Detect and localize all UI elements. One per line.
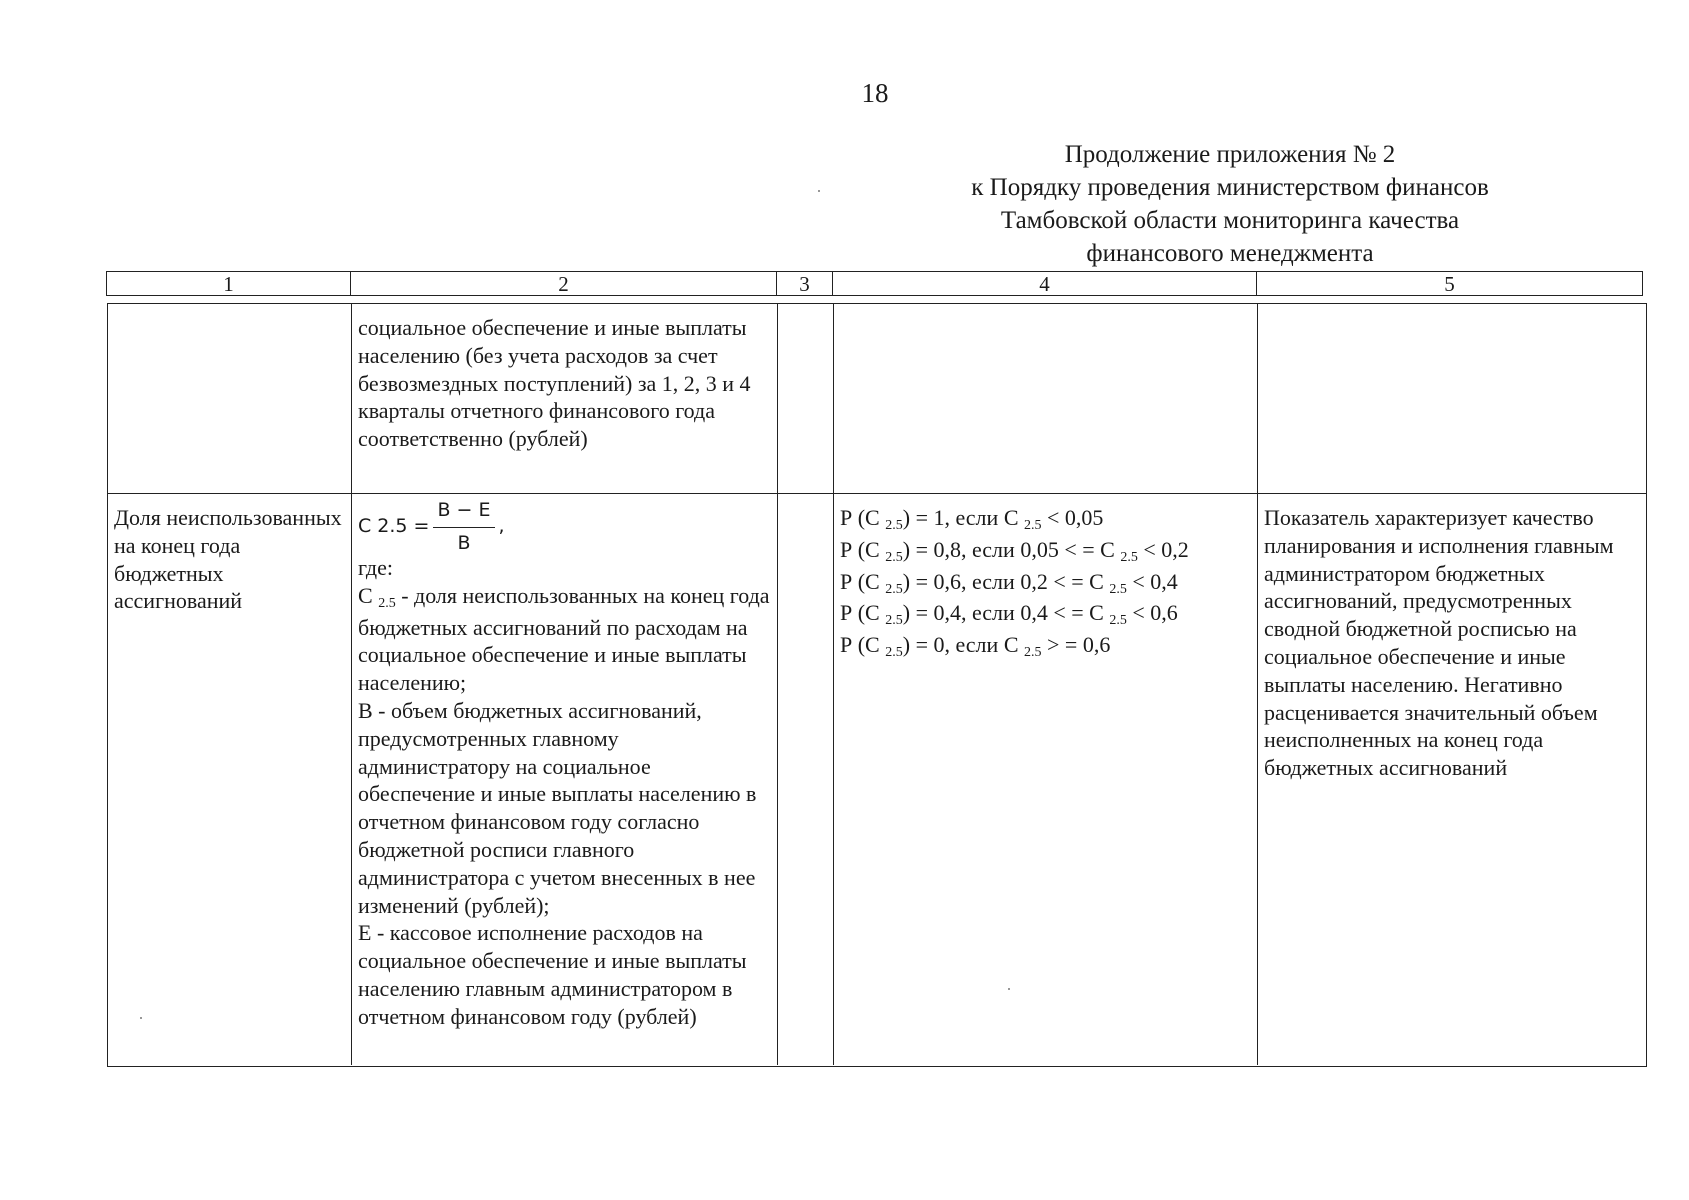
score-rule: [840, 536, 1251, 568]
score-rule: [840, 631, 1251, 663]
column-number-header: [106, 271, 1643, 296]
score-text: < 0,6: [1126, 600, 1178, 626]
indicator-description: Показатель характеризует качество планирования и исполнения главным администратором бюджетных ассигнований, предусмотренных сводной бюджетной росписью на социальное обеспечение и иные выплаты населению. Негативно расценивается значительный объем неисполненных на конец года бюджетных ассигнований: [1264, 505, 1614, 781]
row1-col3: [778, 304, 834, 493]
scoring-rules: [834, 494, 1258, 1065]
score-text: ) = 0,4, если 0,4 < = С: [902, 600, 1110, 626]
row1-col5: [1258, 304, 1646, 493]
formula-denominator: B: [457, 531, 471, 554]
score-subscript: 2.5: [885, 581, 903, 597]
score-subscript: 2.5: [1024, 518, 1042, 533]
table-row: [108, 494, 1646, 1065]
heading-line-1: Продолжение приложения № 2: [1064, 141, 1396, 168]
row1-col1: [108, 304, 352, 493]
score-text: Р (С: [840, 568, 886, 594]
page-number: 18: [861, 78, 889, 108]
score-text: Р (С: [840, 505, 886, 530]
indicator-name: Доля неиспользованных на конец года бюджетных ассигнований: [108, 494, 352, 1065]
scan-speck: [818, 190, 820, 192]
score-text: Р (С: [840, 632, 886, 658]
table-row: [108, 304, 1646, 494]
score-text: Р (С: [840, 536, 886, 562]
c-symbol: С: [358, 582, 373, 608]
calculation-method: [352, 494, 778, 1065]
scan-speck: [140, 1017, 142, 1019]
column-header-3: 3: [777, 272, 833, 295]
score-text: < 0,2: [1137, 536, 1189, 562]
score-text: < 0,4: [1126, 568, 1178, 594]
formula: [358, 500, 771, 554]
c-definition-text: - доля неиспользованных на конец года бюджетных ассигнований по расходам на социальное обеспечение и иные выплаты населению;: [358, 582, 770, 696]
c-subscript: 2.5: [378, 595, 396, 611]
score-rule: [840, 599, 1251, 631]
b-definition: В - объем бюджетных ассигнований, предусмотренных главному администратору на социальное обеспечение и иные выплаты населению в отчетном финансовом году согласно бюджетной росписи главного администратора с учетом внесенных в нее изменений (рублей);: [358, 697, 757, 918]
row1-col4: [834, 304, 1258, 493]
formula-trail: ,: [498, 515, 505, 538]
column-header-5: 5: [1444, 272, 1455, 296]
score-subscript: 2.5: [1024, 645, 1042, 661]
heading-line-4: финансового менеджмента: [1086, 240, 1374, 267]
score-rule: [840, 568, 1251, 600]
heading-line-2: к Порядку проведения министерством финансов: [971, 174, 1489, 201]
score-text: Р (С: [840, 600, 886, 626]
scan-speck: [1008, 988, 1010, 990]
appendix-heading: [930, 138, 1530, 270]
e-definition: Е - кассовое исполнение расходов на социальное обеспечение и иные выплаты населению главным администратором в отчетном финансовом году (рублей): [358, 920, 747, 1029]
column-header-2: 2: [351, 272, 777, 295]
score-subscript: 2.5: [1109, 581, 1127, 597]
row1-col2: социальное обеспечение и иные выплаты населению (без учета расходов за счет безвозмездных поступлений) за 1, 2, 3 и 4 кварталы отчетного финансового года соответственно (рублей): [352, 304, 778, 493]
score-subscript: 2.5: [885, 613, 903, 629]
indicator-table: [107, 303, 1647, 1067]
score-subscript: 2.5: [1109, 613, 1127, 629]
where-label: где:: [358, 555, 393, 580]
score-subscript: 2.5: [1120, 549, 1138, 565]
column-header-4: 4: [833, 272, 1257, 295]
score-subscript: 2.5: [885, 518, 903, 533]
c-definition: [358, 582, 771, 697]
score-subscript: 2.5: [885, 645, 903, 661]
heading-line-3: Тамбовской области мониторинга качества: [1000, 207, 1460, 234]
score-text: < 0,05: [1041, 505, 1104, 530]
score-text: ) = 0, если С: [902, 632, 1024, 658]
score-text: > = 0,6: [1041, 632, 1111, 658]
score-subscript: 2.5: [885, 549, 903, 565]
score-rule: [840, 504, 1251, 536]
formula-numerator: B − E: [433, 497, 494, 528]
row2-col3: [778, 494, 834, 1065]
formula-lhs: C 2.5 =: [358, 515, 430, 538]
score-text: ) = 0,8, если 0,05 < = С: [902, 536, 1121, 562]
score-text: ) = 1, если С: [902, 505, 1024, 530]
column-header-1: 1: [107, 272, 351, 295]
score-text: ) = 0,6, если 0,2 < = С: [902, 568, 1110, 594]
formula-fraction: [433, 497, 494, 558]
